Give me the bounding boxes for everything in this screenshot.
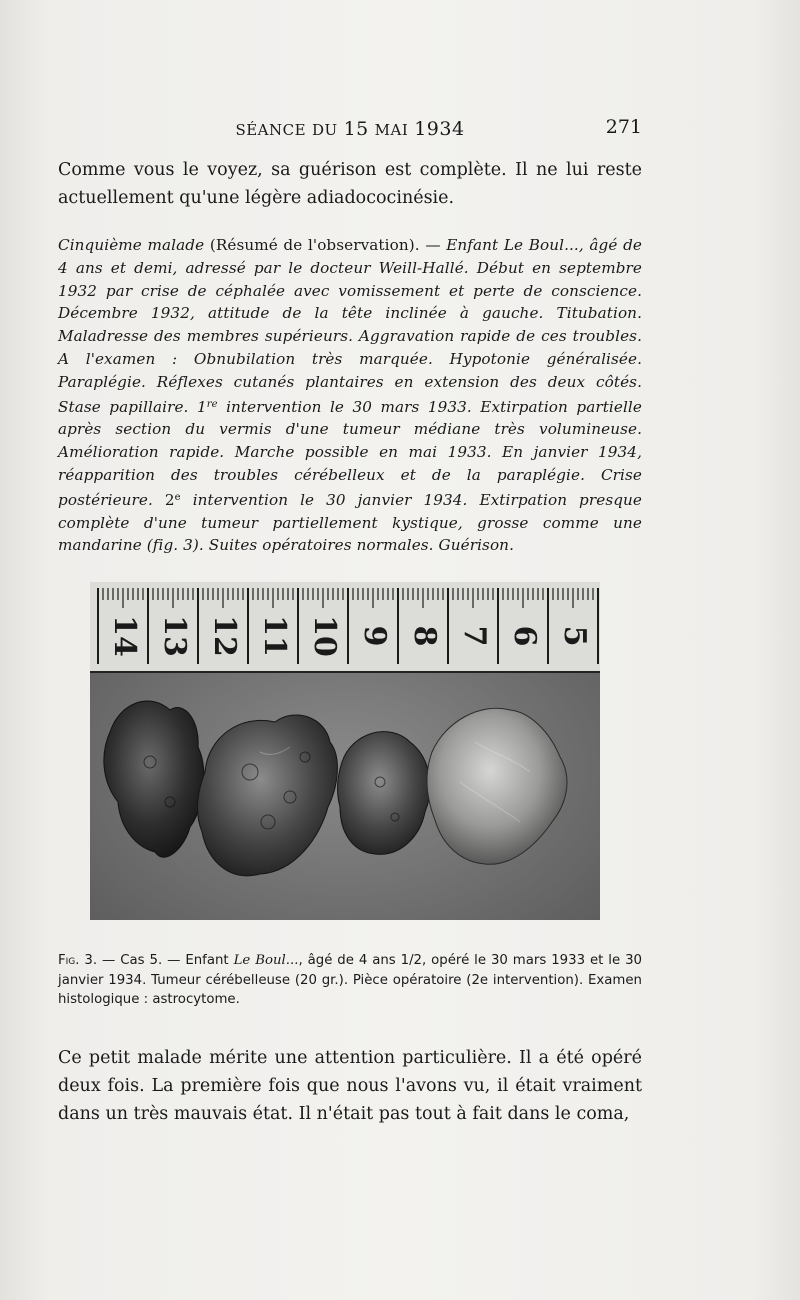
observation-body-a: — Enfant Le Boul..., âgé de 4 ans et demi, adressé par le docteur Weill-Hallé. Début en septembre 1932 par crise de céphalée avec vomissement et perte de conscience. Décembre 1932, attitude de la tête inclinée à gauche. Titubation. Maladresse des membres supérieurs. Aggravation rapide de ces troubles. A l'examen : Obnubilation très marquée. Hypotonie généralisée. Paraplégie. Réflexes cutanés plantaires en extension des deux côtés. Stase papillaire.	[58, 236, 642, 416]
ruler-number: 6	[507, 625, 542, 647]
tumor-photograph	[90, 582, 600, 920]
observation-body-d: Suites opératoires normales. Guérison.	[208, 536, 514, 555]
header-day: 15	[343, 118, 369, 140]
header-du: DU	[311, 121, 338, 139]
page-number: 271	[605, 116, 642, 138]
first-intervention-sup: re	[206, 398, 218, 410]
observation-summary	[58, 234, 642, 557]
ruler-number: 5	[557, 625, 592, 647]
header-seance: SÉANCE	[235, 121, 307, 139]
paragraph-intro: Comme vous le voyez, sa guérison est complète. Il ne lui reste actuellement qu'une légère adiadococinésie.	[58, 160, 642, 208]
second-intervention-sup: e	[174, 491, 181, 503]
ruler-number: 9	[357, 625, 392, 647]
caption-case: — Cas 5.	[102, 953, 163, 968]
ruler-number: 14	[107, 615, 142, 657]
first-intervention-num: 1	[196, 397, 207, 416]
observation-body-c: intervention le 30 janvier 1934. Extirpation presque complète d'une tumeur partiellement kystique, grosse comme une mandarine	[58, 490, 643, 555]
observation-resume-label: (Résumé de l'observation).	[209, 236, 420, 254]
header-year: 1934	[414, 118, 465, 140]
caption-child-name: Le Boul...	[233, 953, 299, 968]
photo-svg	[90, 582, 600, 920]
ruler-number: 7	[457, 625, 492, 647]
ruler-number: 11	[257, 615, 292, 657]
observation-body-b: intervention le 30 mars 1933. Extirpation partielle après section du vermis d'une tumeur médiane très volumineuse. Amélioration rapide. Marche possible en mai 1933. En janvier 1934, réapparition des troubles cérébelleux et de la paraplégie. Crise postérieure.	[58, 397, 642, 509]
ruler-number: 10	[307, 615, 342, 657]
paragraph-continuation: Ce petit malade mérite une attention particulière. Il a été opéré deux fois. La première fois que nous l'avons vu, il était vraiment dans un très mauvais état. Il n'était pas tout à fait dans le coma,	[58, 1048, 642, 1124]
observation-subject: Cinquième malade	[58, 236, 205, 254]
figure-caption	[58, 951, 642, 1010]
second-intervention-num: 2	[164, 490, 175, 509]
ruler-number: 12	[207, 615, 242, 657]
running-header	[58, 116, 642, 140]
ruler-number: 8	[407, 625, 442, 647]
header-month: MAI	[374, 121, 409, 139]
caption-fig-label: Fig. 3.	[58, 953, 98, 968]
header-title	[58, 118, 642, 140]
ruler-number: 13	[157, 615, 192, 657]
caption-child: — Enfant	[167, 953, 229, 968]
caption-details: , âgé de 4 ans 1/2, opéré le 30 mars 1933 et le 30 janvier 1934. Tumeur cérébelleuse (20 gr.). Pièce opératoire (2e intervention). Examen histologique : astrocytome.	[58, 953, 642, 1008]
figure-reference: (fig. 3).	[146, 536, 204, 555]
